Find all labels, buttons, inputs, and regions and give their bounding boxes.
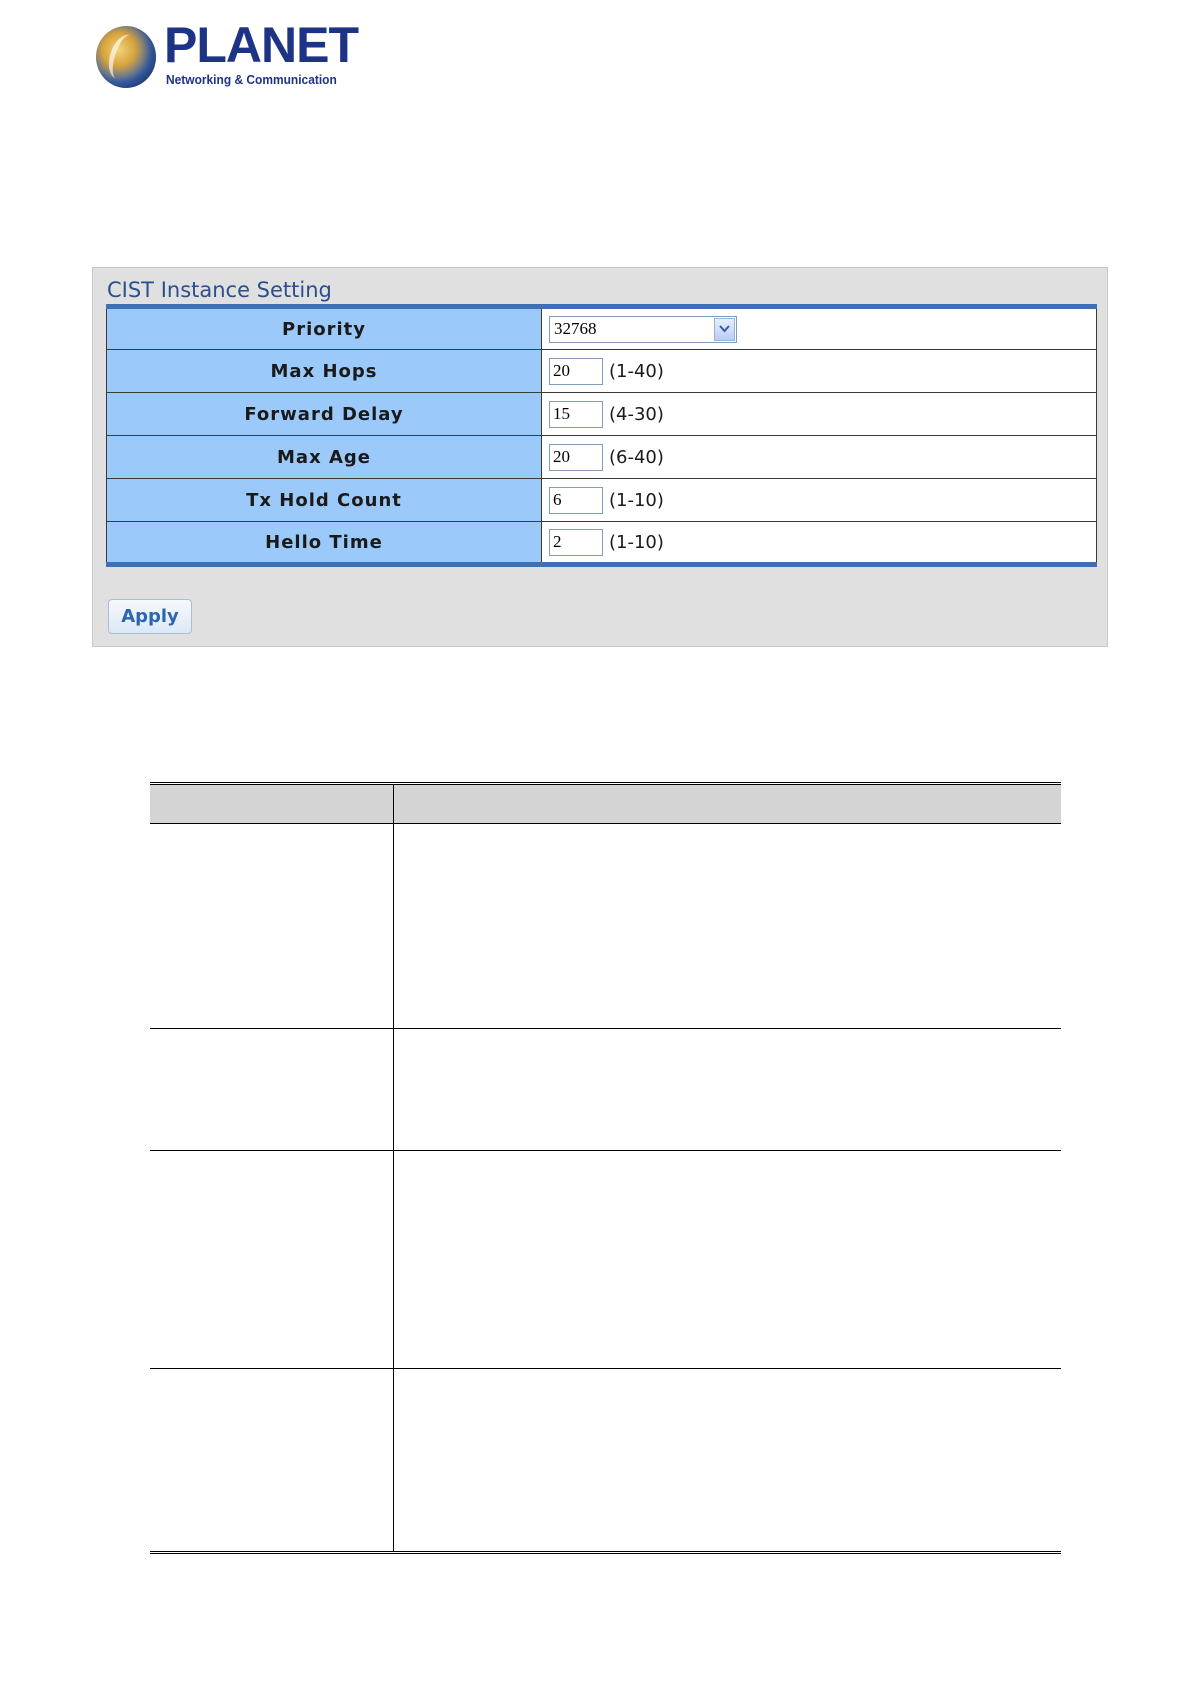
tx-hold-count-range: (1-10) — [609, 489, 664, 511]
forward-delay-input[interactable]: 15 — [549, 401, 603, 428]
description-table — [150, 782, 1061, 1554]
table-cell — [394, 1029, 1062, 1151]
table-row — [150, 1151, 1061, 1369]
logo-brand: PLANET — [164, 17, 358, 73]
cist-instance-panel — [92, 267, 1108, 647]
max-hops-label: Max Hops — [107, 350, 542, 393]
max-age-range: (6-40) — [609, 446, 664, 468]
globe-icon — [96, 26, 156, 88]
table-cell — [150, 824, 394, 1029]
table-row — [150, 1369, 1061, 1553]
panel-title: CIST Instance Setting — [107, 278, 332, 302]
table-cell — [150, 1029, 394, 1151]
table-row — [150, 1029, 1061, 1151]
tx-hold-count-input[interactable]: 6 — [549, 487, 603, 514]
table-cell — [394, 1369, 1062, 1553]
hello-time-label: Hello Time — [107, 522, 542, 565]
max-hops-input[interactable]: 20 — [549, 358, 603, 385]
priority-select[interactable] — [549, 316, 737, 343]
row-priority — [107, 307, 1097, 350]
header-cell-object — [150, 784, 394, 824]
forward-delay-label: Forward Delay — [107, 393, 542, 436]
max-hops-range: (1-40) — [609, 360, 664, 382]
table-cell — [394, 824, 1062, 1029]
planet-logo — [96, 17, 358, 94]
forward-delay-range: (4-30) — [609, 403, 664, 425]
row-max-hops — [107, 350, 1097, 393]
table-row — [150, 824, 1061, 1029]
hello-time-range: (1-10) — [609, 531, 664, 553]
cist-settings-table — [106, 304, 1097, 567]
table-cell — [150, 1151, 394, 1369]
row-tx-hold-count — [107, 479, 1097, 522]
tx-hold-count-label: Tx Hold Count — [107, 479, 542, 522]
apply-button[interactable]: Apply — [108, 599, 192, 634]
priority-select-value: 32768 — [554, 318, 597, 338]
chevron-down-icon[interactable] — [714, 318, 735, 341]
table-cell — [150, 1369, 394, 1553]
row-hello-time — [107, 522, 1097, 565]
logo-tagline: Networking & Communication — [166, 72, 337, 87]
priority-label: Priority — [107, 307, 542, 350]
row-max-age — [107, 436, 1097, 479]
max-age-label: Max Age — [107, 436, 542, 479]
max-age-input[interactable]: 20 — [549, 444, 603, 471]
table-cell — [394, 1151, 1062, 1369]
header-cell-description — [394, 784, 1062, 824]
description-table-header — [150, 784, 1061, 824]
row-forward-delay — [107, 393, 1097, 436]
hello-time-input[interactable]: 2 — [549, 529, 603, 556]
